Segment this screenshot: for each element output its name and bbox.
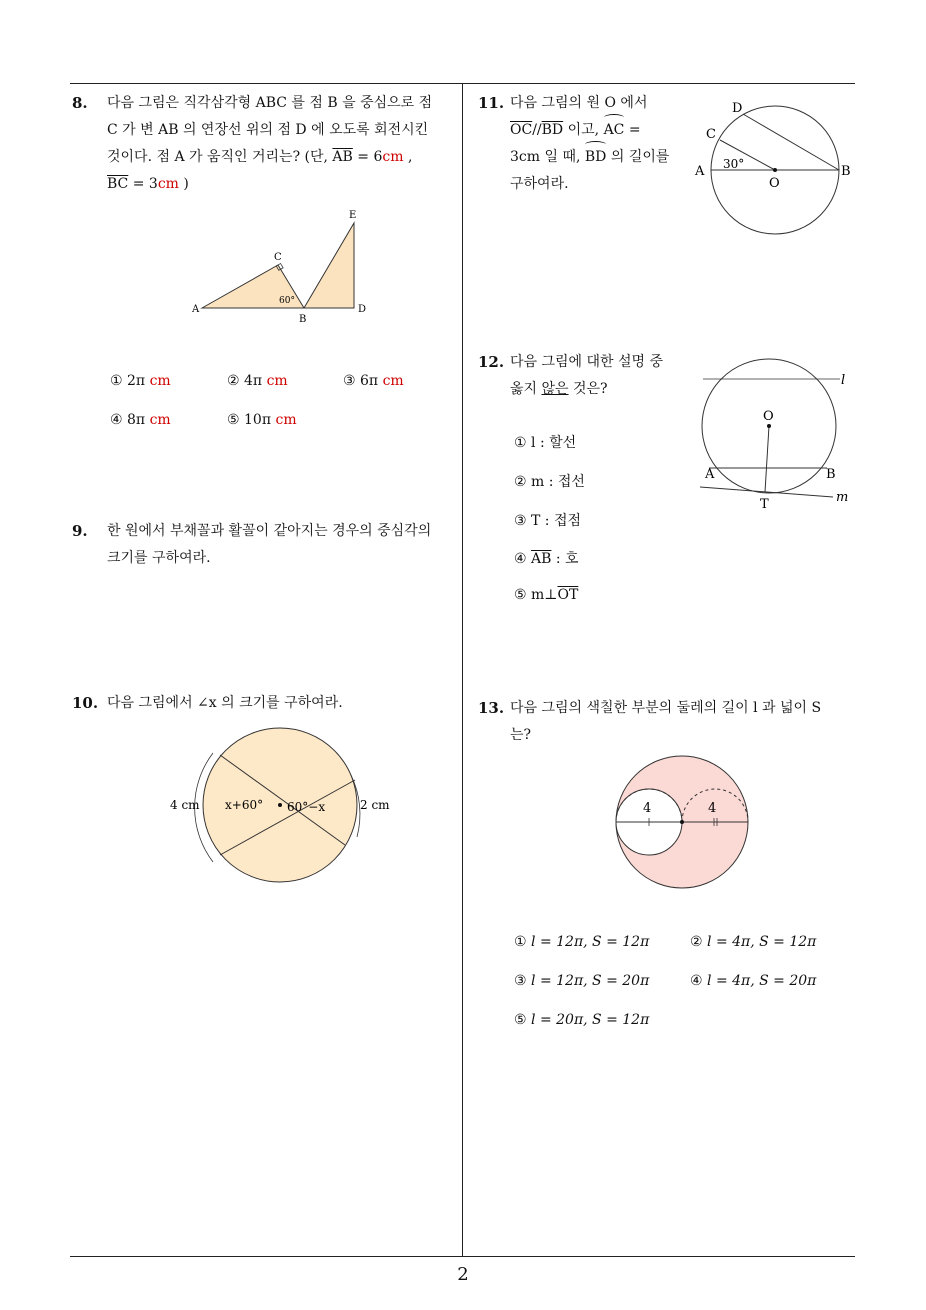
q12-choice-2[interactable]: ② m : 접선 — [514, 474, 585, 490]
question-number: 13. — [478, 699, 505, 717]
q13-choice-3[interactable]: ③ l = 12π, S = 20π — [514, 973, 650, 989]
label-C: C — [706, 127, 716, 142]
q13-choice-5[interactable]: ⑤ l = 20π, S = 12π — [514, 1012, 650, 1028]
label-angle: 30° — [723, 157, 745, 171]
q8-choice-1[interactable]: ① 2π cm — [110, 373, 171, 389]
label-D: D — [732, 101, 743, 116]
label-A: A — [705, 467, 715, 482]
question-8 — [72, 90, 457, 200]
sector-circle-figure — [165, 725, 400, 890]
question-text: 다음 그림의 원 O 에서 $\overline{OC}//\overline{BD}$ 이고, AC = 3cm 일 때, BD 의 길이를 구하여라. — [510, 95, 670, 192]
label-angle: 60° — [279, 296, 295, 306]
label-C: C — [274, 252, 282, 263]
circle-tangent-figure — [695, 355, 860, 515]
page-number: 2 — [457, 1264, 469, 1285]
question-text: 다음 그림에서 ∠x 의 크기를 구하여라. — [107, 695, 343, 711]
label-m: m — [836, 490, 849, 505]
q12-choice-3[interactable]: ③ T : 접점 — [514, 513, 582, 529]
question-text: 다음 그림에 대한 설명 중 옳지 않은 것은? — [510, 354, 664, 397]
label-B: B — [299, 314, 307, 325]
q12-choice-4[interactable]: ④ $\overline{AB}$ : 호 — [514, 551, 579, 567]
label-A: A — [192, 304, 200, 315]
question-number: 10. — [72, 694, 99, 712]
shaded-circle-figure — [612, 752, 757, 897]
label-E: E — [349, 210, 357, 221]
bottom-rule — [70, 1256, 855, 1257]
question-10 — [72, 690, 457, 720]
label-B: B — [826, 467, 836, 482]
label-O: O — [763, 409, 774, 424]
question-9 — [72, 518, 457, 578]
question-number: 11. — [478, 94, 505, 112]
column-divider — [462, 83, 463, 1257]
question-11 — [478, 90, 683, 200]
label-D: D — [358, 304, 367, 315]
question-number: 9. — [72, 522, 88, 540]
q12-choice-1[interactable]: ① l : 할선 — [514, 435, 577, 451]
q8-choice-2[interactable]: ② 4π cm — [227, 373, 288, 389]
q13-choice-4[interactable]: ④ l = 4π, S = 20π — [690, 973, 817, 989]
question-13 — [478, 695, 863, 755]
left-radius-label: 4 — [643, 801, 652, 816]
circle-O-figure — [690, 95, 860, 240]
q13-choice-1[interactable]: ① l = 12π, S = 12π — [514, 934, 650, 950]
left-angle-label: x+60° — [225, 798, 264, 812]
label-T: T — [760, 497, 769, 512]
label-A: A — [695, 164, 705, 179]
q12-choice-5[interactable]: ⑤ $m\perp\overline{OT}$ — [514, 587, 579, 603]
rotation-triangle-figure — [180, 205, 380, 325]
question-text: 다음 그림은 직각삼각형 ABC 를 점 B 을 중심으로 점 C 가 변 AB 의 연장선 위의 점 D 에 오도록 회전시킨 것이다. 점 A 가 움직인 거리는? (단, $\overline{AB} = 6cm$ , $\overline{BC} = 3cm$ ) — [107, 95, 433, 192]
question-text: 다음 그림의 색칠한 부분의 둘레의 길이 l 과 넓이 S 는? — [510, 700, 822, 743]
question-12 — [478, 349, 683, 409]
q8-choice-5[interactable]: ⑤ 10π cm — [227, 412, 297, 428]
right-angle-label: 60°−x — [287, 800, 326, 814]
q8-choice-3[interactable]: ③ 6π cm — [343, 373, 404, 389]
label-l: l — [841, 373, 846, 388]
label-B: B — [841, 164, 851, 179]
right-radius-label: 4 — [708, 801, 717, 816]
q13-choice-2[interactable]: ② l = 4π, S = 12π — [690, 934, 817, 950]
question-number: 8. — [72, 94, 88, 112]
question-number: 12. — [478, 353, 505, 371]
right-length-label: 2 cm — [360, 798, 390, 812]
question-text: 한 원에서 부채꼴과 활꼴이 같아지는 경우의 중심각의 크기를 구하여라. — [107, 523, 432, 566]
q8-choice-4[interactable]: ④ 8π cm — [110, 412, 171, 428]
left-length-label: 4 cm — [170, 798, 200, 812]
label-O: O — [769, 176, 780, 191]
